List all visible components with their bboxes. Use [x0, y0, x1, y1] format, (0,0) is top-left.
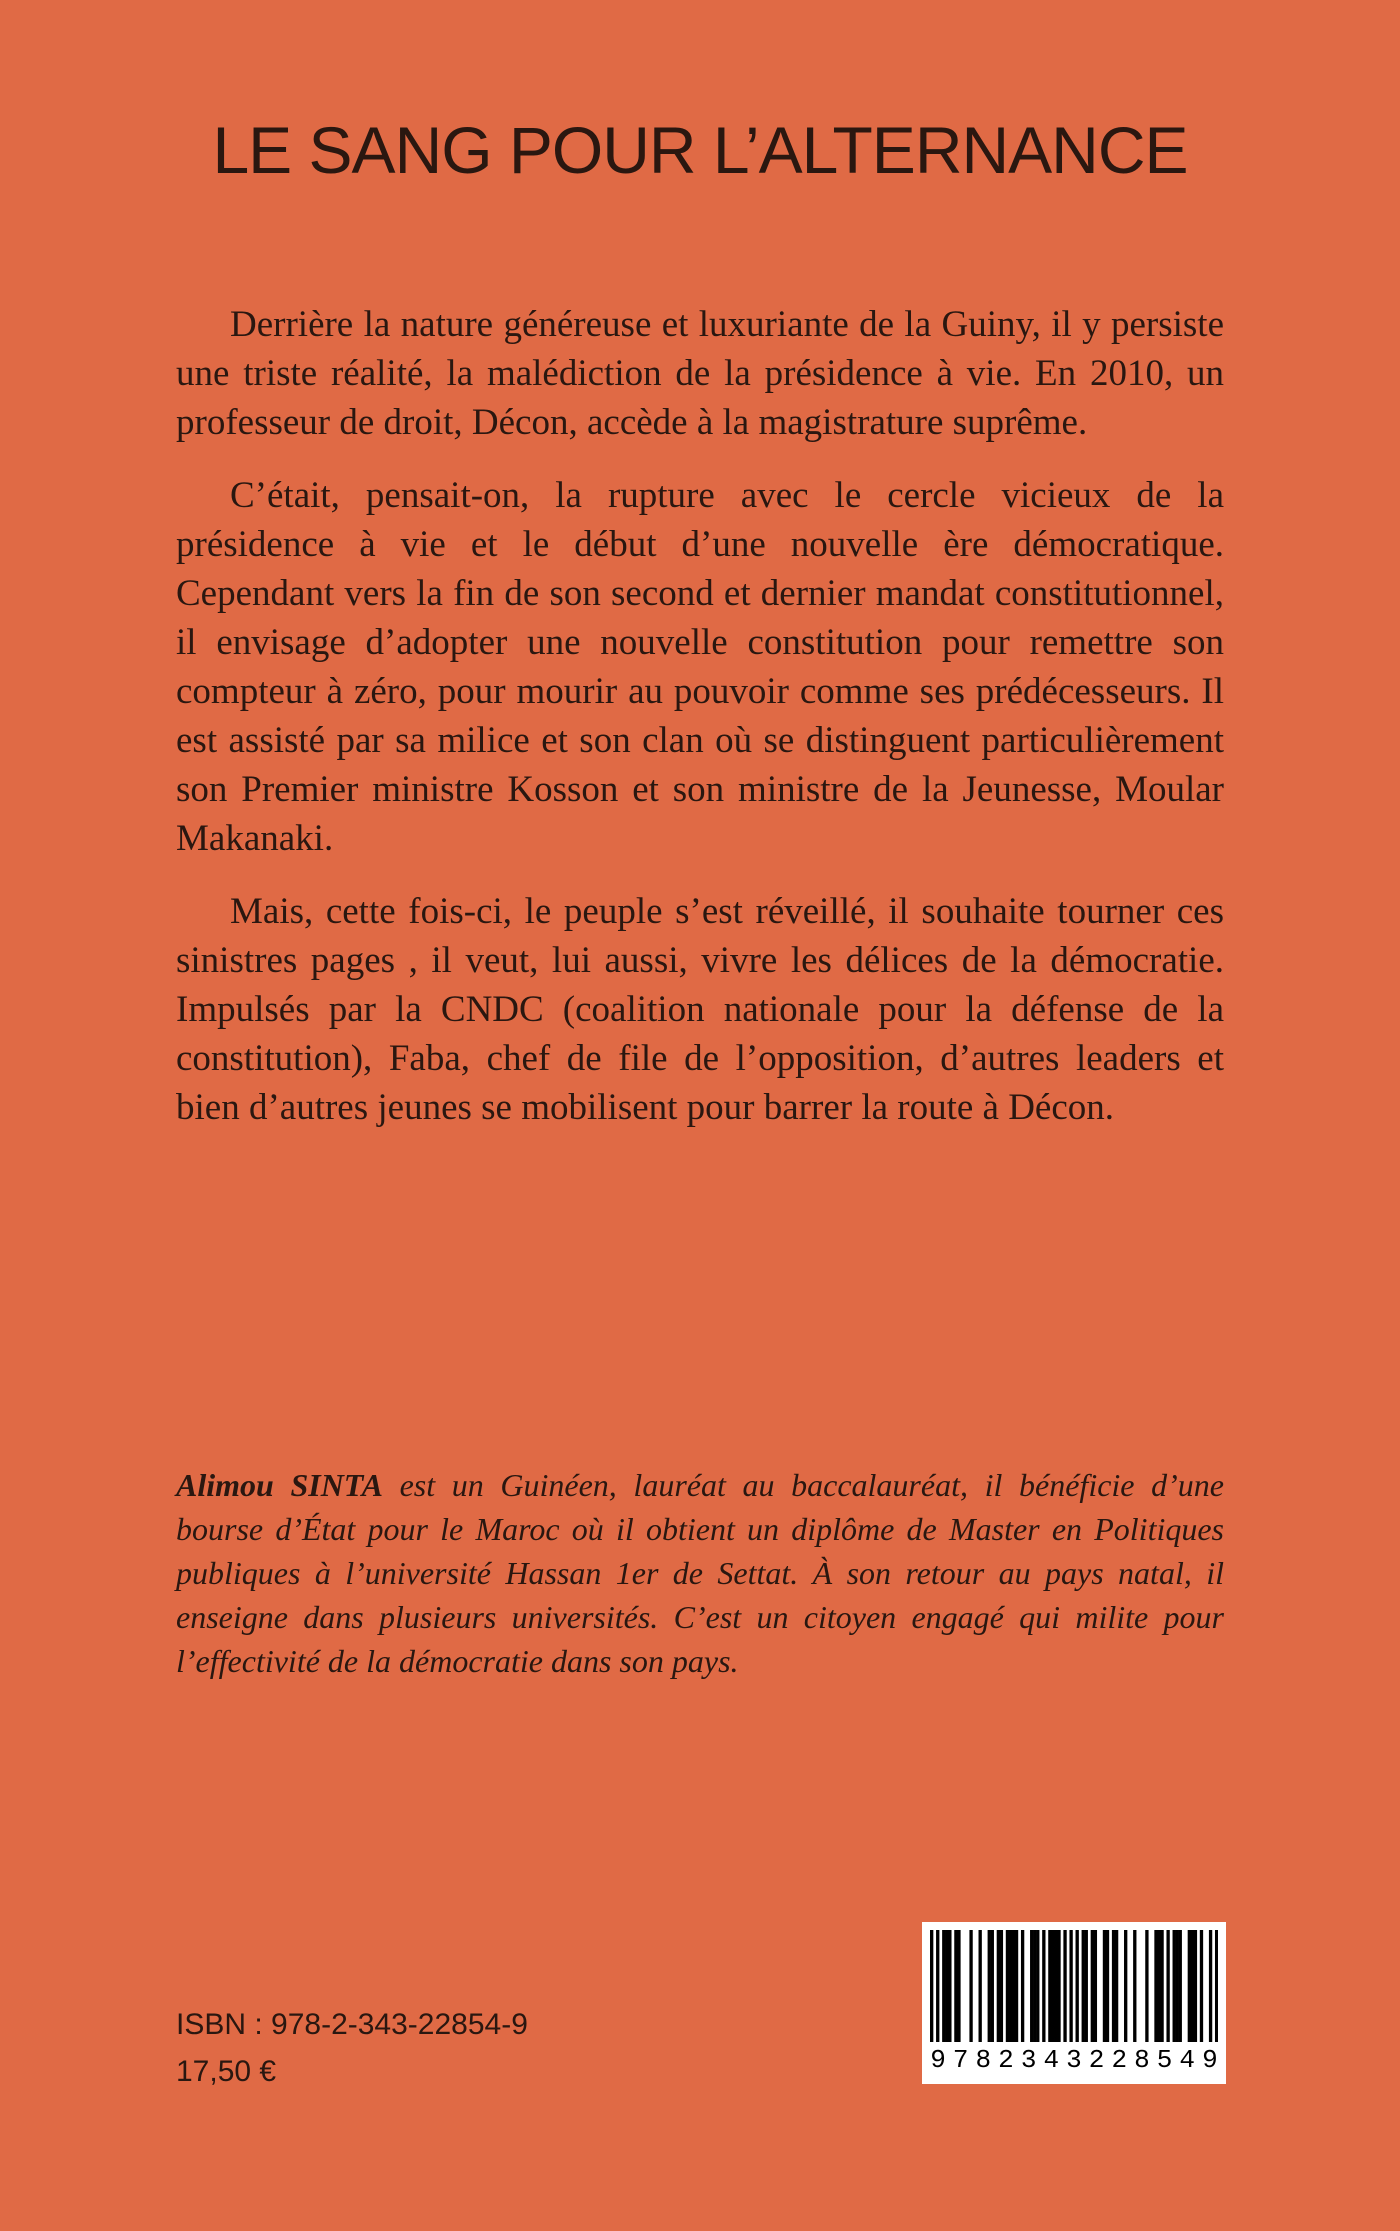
barcode-bar: [1094, 1930, 1097, 2042]
barcode-bar: [1176, 1930, 1179, 2042]
barcode-bar: [1145, 1930, 1148, 2042]
synopsis-paragraph: Derrière la nature généreuse et luxuriante de la Guiny, il y persiste une triste réalité, la malédiction de la présidence à vie. En 2010, un professeur de droit, Décon, accède à la magistrature suprême.: [176, 304, 1224, 443]
barcode-bar: [1209, 1930, 1212, 2042]
isbn: ISBN : 978-2-343-22854-9: [176, 2008, 528, 2041]
barcode-bar: [1048, 1930, 1051, 2042]
barcode-bar: [1215, 1930, 1218, 2042]
barcode-bar: [988, 1930, 991, 2042]
barcode-bar: [945, 1930, 948, 2042]
barcode-bar: [1188, 1930, 1191, 2042]
barcode-bar: [1115, 1930, 1118, 2042]
barcode: [922, 1922, 1226, 2084]
barcode-bar: [1133, 1930, 1136, 2042]
barcode-digit: 8: [1134, 2045, 1150, 2075]
barcode-bar: [957, 1930, 960, 2042]
barcode-bar: [942, 1930, 945, 2042]
barcode-bar: [1012, 1930, 1015, 2042]
barcode-digit: 3: [1066, 2045, 1082, 2075]
barcode-bar: [1054, 1930, 1057, 2042]
barcode-bar: [997, 1930, 1000, 2042]
barcode-digit: 9: [1202, 2045, 1218, 2075]
synopsis-paragraph: Mais, cette fois-ci, le peuple s’est réveillé, il souhaite tourner ces sinistres pages , il veut, lui aussi, vivre les délices de la démocratie. Impulsés par la CNDC (coalition nationale pour la défense de la constitution), Faba, chef de file de l’opposition, d’autres leaders et bien d’autres jeunes se mobilisent pour barrer la route à Décon.: [176, 891, 1224, 1128]
barcode-bar: [1051, 1930, 1054, 2042]
barcode-bar: [1000, 1930, 1003, 2042]
synopsis-paragraph: C’était, pensait-on, la rupture avec le cercle vicieux de la présidence à vie et le début d’une nouvelle ère démocratique. Cependant vers la fin de son second et dernier mandat constitutionnel, il envisage d’adopter une nouvelle constitution pour remettre son compteur à zéro, pour mourir au pouvoir comme ses prédécesseurs. Il est assisté par sa milice et son clan où se distinguent particulièrement son Premier ministre Kosson et son ministre de la Jeunesse, Moular Makanaki.: [176, 475, 1224, 859]
author-name: Alimou SINTA: [176, 1467, 383, 1503]
barcode-digit: 7: [952, 2045, 969, 2075]
price: 17,50 €: [176, 2055, 277, 2088]
barcode-bar: [1173, 1930, 1176, 2042]
barcode-bar: [1036, 1930, 1039, 2042]
barcode-digit: 4: [1043, 2045, 1060, 2075]
book-title: LE SANG POUR L’ALTERNANCE: [212, 113, 1188, 187]
barcode-digit: 2: [1088, 2045, 1105, 2075]
barcode-bar: [1006, 1930, 1009, 2042]
barcode-bar: [969, 1930, 972, 2042]
barcode-bar: [1200, 1930, 1203, 2042]
barcode-bar: [1106, 1930, 1109, 2042]
barcode-bar: [1033, 1930, 1036, 2042]
barcode-digit: 5: [1156, 2045, 1173, 2075]
barcode-bar: [1103, 1930, 1106, 2042]
barcode-bar: [1091, 1930, 1094, 2042]
barcode-bar: [1057, 1930, 1060, 2042]
barcode-bar: [1009, 1930, 1012, 2042]
barcode-digit: 2: [998, 2045, 1014, 2075]
barcode-bar: [1179, 1930, 1182, 2042]
barcode-bar: [1194, 1930, 1197, 2042]
barcode-bar: [1124, 1930, 1127, 2042]
barcode-digit: 4: [1179, 2045, 1196, 2075]
barcode-bar: [1112, 1930, 1115, 2042]
synopsis: [176, 300, 1224, 1156]
barcode-bar: [1085, 1930, 1088, 2042]
barcode-bar: [1069, 1930, 1072, 2042]
barcode-bar: [1160, 1930, 1163, 2042]
barcode-digit: 8: [975, 2045, 992, 2075]
barcode-digits: [928, 2044, 1220, 2076]
barcode-bar: [1063, 1930, 1066, 2042]
barcode-bar: [954, 1930, 957, 2042]
barcode-bar: [1030, 1930, 1033, 2042]
barcode-bar: [1191, 1930, 1194, 2042]
barcode-bar: [1157, 1930, 1160, 2042]
barcode-digit: 9: [930, 2045, 946, 2075]
barcode-bar: [1166, 1930, 1169, 2042]
barcode-bar: [991, 1930, 994, 2042]
barcode-bar: [1015, 1930, 1018, 2042]
barcode-bar: [948, 1930, 951, 2042]
barcode-bar: [1082, 1930, 1085, 2042]
barcode-digit: 2: [1111, 2045, 1128, 2075]
author-bio-text: est un Guinéen, lauréat au baccalauréat, il bénéficie d’une bourse d’État pour le Maroc où il obtient un diplôme de Master en Politiques publiques à l’université Hassan 1er de Settat. À son retour au pays natal, il enseigne dans plusieurs universités. C’est un citoyen engagé qui milite pour l’effectivité de la démocratie dans son pays.: [176, 1467, 1225, 1679]
barcode-bar: [1042, 1930, 1045, 2042]
barcode-digit: 3: [1020, 2045, 1037, 2075]
barcode-bar: [936, 1930, 939, 2042]
barcode-bars: [930, 1930, 1218, 2042]
barcode-bar: [930, 1930, 933, 2042]
barcode-bar: [1021, 1930, 1024, 2042]
author-bio: [176, 1463, 1224, 1683]
barcode-bar: [1154, 1930, 1157, 2042]
barcode-bar: [1076, 1930, 1079, 2042]
barcode-bar: [979, 1930, 982, 2042]
